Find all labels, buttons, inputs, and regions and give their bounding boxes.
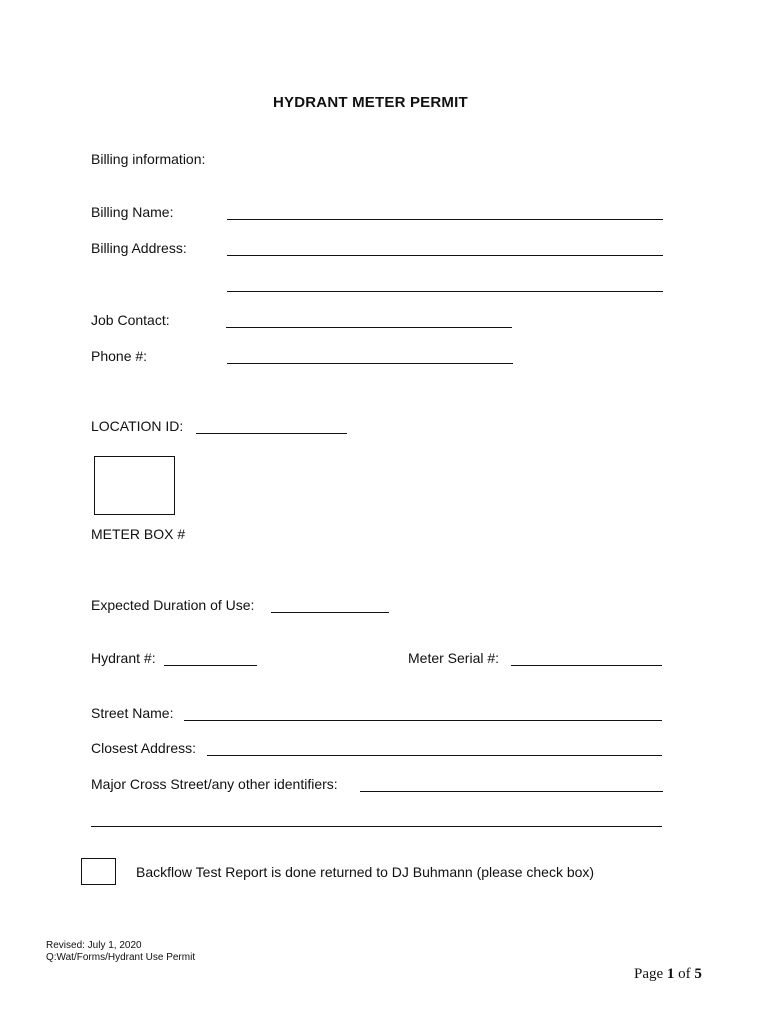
location-id-field[interactable] [196, 433, 347, 434]
page-prefix: Page [634, 966, 664, 982]
cross-street-label: Major Cross Street/any other identifiers: [91, 776, 338, 792]
page-of: of [678, 966, 691, 982]
phone-field[interactable] [227, 363, 513, 364]
job-contact-label: Job Contact: [91, 312, 170, 328]
job-contact-field[interactable] [226, 327, 512, 328]
street-name-label: Street Name: [91, 705, 174, 721]
closest-address-label: Closest Address: [91, 740, 197, 756]
revised-date: Revised: July 1, 2020 [46, 940, 142, 951]
billing-name-label: Billing Name: [91, 204, 174, 220]
backflow-label: Backflow Test Report is done returned to DJ Buhmann (please check box) [136, 864, 595, 880]
billing-address-label: Billing Address: [91, 240, 187, 256]
page-current: 1 [666, 966, 675, 982]
street-name-field[interactable] [184, 720, 662, 721]
billing-address-field-1[interactable] [227, 255, 663, 256]
meter-box-label: METER BOX # [91, 526, 186, 542]
page-number [634, 966, 702, 983]
cross-street-field[interactable] [360, 791, 663, 792]
meter-box-field[interactable] [94, 456, 175, 515]
meter-serial-field[interactable] [511, 665, 662, 666]
phone-label: Phone #: [91, 348, 148, 364]
page-total: 5 [694, 966, 702, 982]
duration-label: Expected Duration of Use: [91, 597, 255, 613]
form-title: HYDRANT METER PERMIT [273, 94, 468, 111]
cross-street-field-2[interactable] [91, 826, 662, 827]
billing-section-label: Billing information: [91, 151, 206, 167]
hydrant-field[interactable] [164, 665, 257, 666]
billing-address-field-2[interactable] [227, 291, 663, 292]
form-path: Q:Wat/Forms/Hydrant Use Permit [46, 952, 196, 963]
backflow-checkbox[interactable] [81, 858, 116, 885]
billing-name-field[interactable] [227, 219, 663, 220]
location-id-label: LOCATION ID: [91, 418, 184, 434]
hydrant-label: Hydrant #: [91, 650, 156, 666]
duration-field[interactable] [271, 612, 389, 613]
closest-address-field[interactable] [207, 755, 662, 756]
meter-serial-label: Meter Serial #: [408, 650, 500, 666]
